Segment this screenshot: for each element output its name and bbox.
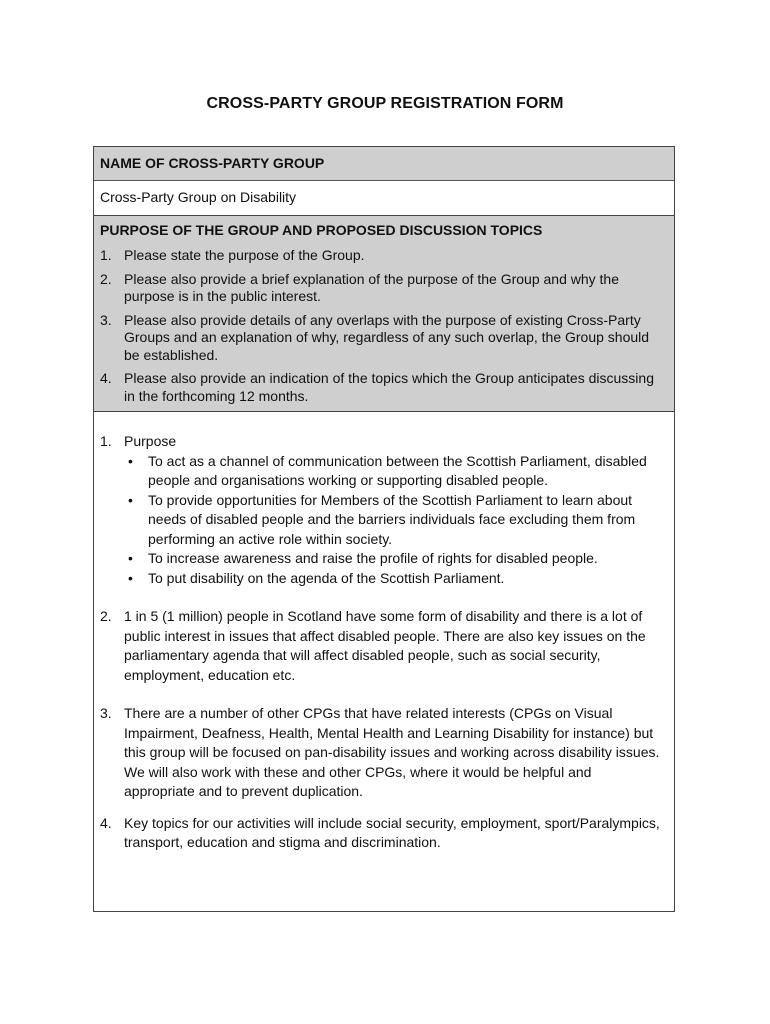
answer-topics [100, 814, 665, 853]
bullet-icon: • [128, 569, 133, 586]
purpose-bullet [124, 491, 665, 550]
bullet-icon: • [128, 550, 133, 566]
answer-text: Key topics for our activities will include social security, employment, sport/Paralympics, transport, education and stigma and discrimination. [124, 814, 660, 850]
bullet-text: To increase awareness and raise the profile of rights for disabled people. [148, 550, 598, 566]
bullet-text: To provide opportunities for Members of the Scottish Parliament to learn about needs of disabled people and the barriers individuals face excluding them from performing an active role within society. [148, 491, 636, 547]
answer-text: 1 in 5 (1 million) people in Scotland have some form of disability and there is a lot of public interest in issues that affect disabled people. There are also key issues on the parliamentary agenda that will affect disabled people, such as social security, employment, education etc. [124, 608, 646, 683]
answer-overlaps [100, 704, 665, 802]
purpose-questions-list [100, 247, 665, 411]
answer-public-interest [100, 607, 665, 685]
purpose-header-row [94, 216, 674, 412]
answer-number: 3. [100, 705, 112, 721]
question-text: Please also provide an indication of the topics which the Group anticipates discussing in the forthcoming 12 months. [124, 370, 654, 404]
purpose-question [100, 271, 665, 306]
answer-number: 2. [100, 608, 112, 624]
answer-text: There are a number of other CPGs that have related interests (CPGs on Visual Impairment, Deafness, Health, Mental Health and Learning Disability for instance) but this group will be focused on pan-disability issues and working across disability issues. We will also work with these and other CPGs, where it would be helpful and appropriate and to prevent duplication. [124, 705, 660, 799]
response-row [94, 412, 674, 912]
question-number: 2. [100, 270, 112, 287]
group-name-value-row [94, 181, 674, 216]
bullet-icon: • [128, 491, 133, 508]
answer-number: 1. [100, 433, 112, 449]
purpose-question [100, 312, 665, 365]
registration-form-table [93, 146, 675, 912]
question-text: Please also provide details of any overlaps with the purpose of existing Cross-Party Groups and an explanation of why, regardless of any such overlap, the Group should be established. [124, 311, 650, 363]
answer-heading: Purpose [124, 433, 177, 449]
question-text: Please also provide a brief explanation of the purpose of the Group and why the purpose is in the public interest. [124, 270, 619, 304]
group-name-header-row [94, 147, 674, 181]
question-text: Please state the purpose of the Group. [124, 247, 365, 263]
group-name-header: NAME OF CROSS-PARTY GROUP [100, 155, 325, 171]
form-title: CROSS-PARTY GROUP REGISTRATION FORM [206, 95, 564, 112]
purpose-question [100, 247, 665, 265]
purpose-bullet-list [124, 452, 665, 589]
question-number: 3. [100, 311, 112, 328]
bullet-text: To act as a channel of communication between the Scottish Parliament, disabled people and organisations working or supporting disabled people. [148, 452, 647, 488]
purpose-bullet [124, 452, 665, 491]
purpose-bullet [124, 569, 665, 589]
answer-purpose [100, 432, 665, 588]
bullet-icon: • [128, 452, 133, 469]
bullet-text: To put disability on the agenda of the Scottish Parliament. [148, 569, 505, 586]
purpose-bullet [124, 549, 665, 569]
question-number: 4. [100, 370, 112, 386]
group-name-value: Cross-Party Group on Disability [100, 189, 297, 205]
question-number: 1. [100, 247, 112, 263]
purpose-question [100, 370, 665, 405]
response-answers [100, 432, 665, 853]
purpose-header: PURPOSE OF THE GROUP AND PROPOSED DISCUSSION TOPICS [100, 222, 543, 238]
answer-number: 4. [100, 814, 112, 831]
